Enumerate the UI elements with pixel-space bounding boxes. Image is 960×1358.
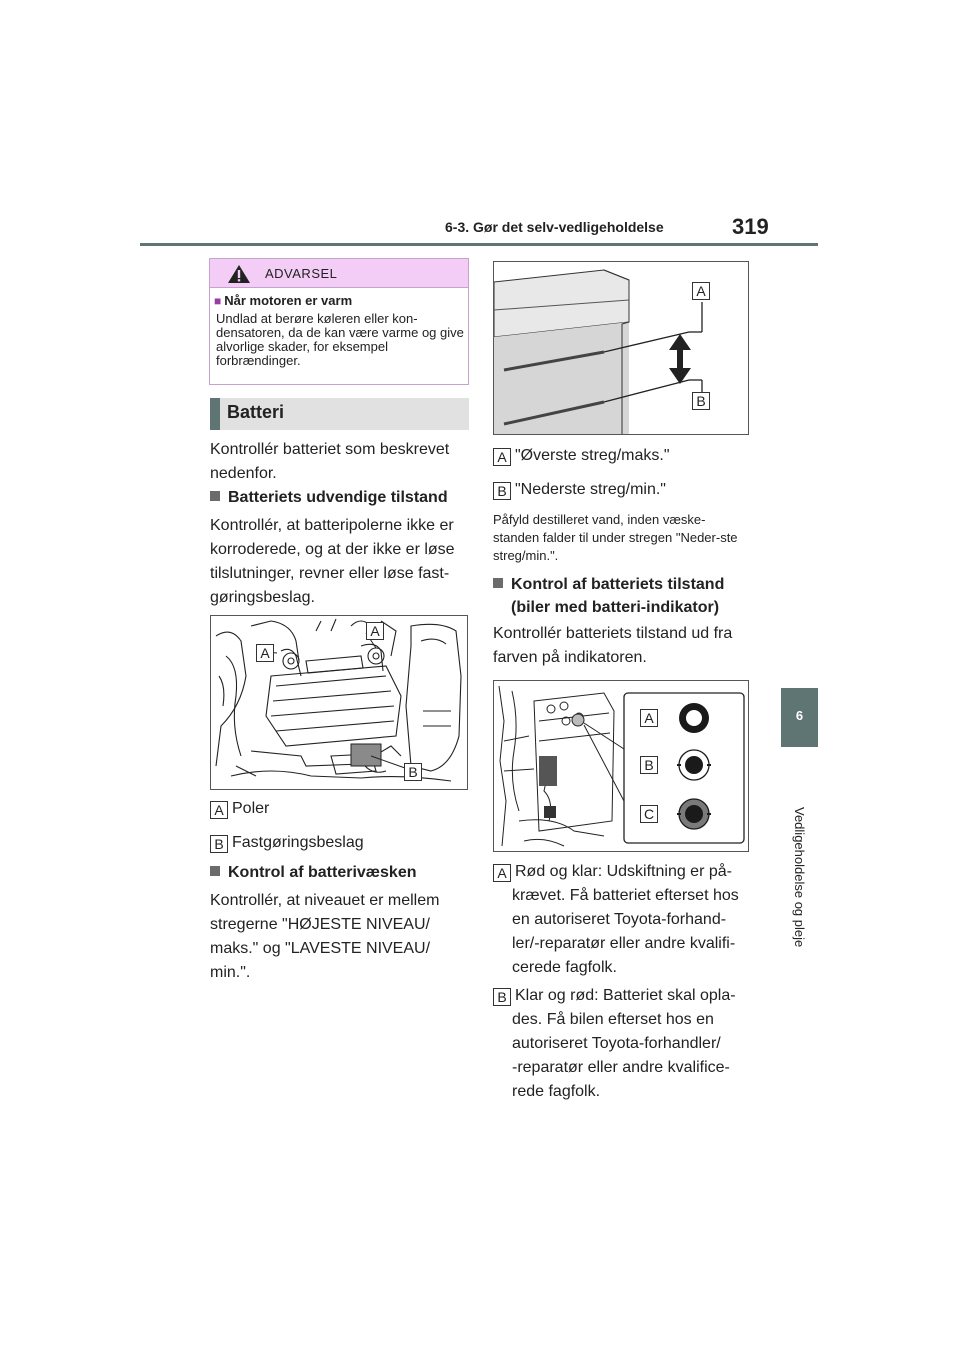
bullet-heading-text: Kontrol af batterivæsken — [228, 864, 417, 881]
fluid-text: Kontrollér, at niveauet er mellem stregerne "HØJESTE NIVEAU/ maks." og "LAVESTE NIVEAU/ min.". — [210, 892, 440, 981]
warning-title: ADVARSEL — [265, 266, 338, 281]
desc-line: rede fagfolk. — [512, 1083, 601, 1100]
item-max-text: "Øverste streg/maks." — [515, 447, 670, 464]
chapter-title: Vedligeholdelse og pleje — [792, 806, 807, 948]
label-a: A — [493, 448, 511, 466]
item-brackets-text: Fastgøringsbeslag — [232, 834, 364, 851]
item-max-line — [493, 444, 753, 468]
callout-label-a: A — [366, 622, 384, 640]
refill-note: Påfyld destilleret vand, inden væske-standen falder til under stregen "Neder-ste streg/min.". — [493, 512, 738, 563]
square-bullet-icon — [493, 578, 503, 588]
warning-subtitle — [214, 293, 352, 308]
indicator-illustration — [494, 681, 749, 852]
item-poles — [210, 797, 470, 821]
callout-label-a: A — [692, 282, 710, 300]
desc-line: krævet. Få batteriet efterset hos — [512, 887, 739, 904]
bullet-heading-text-2: (biler med batteri-indikator) — [511, 599, 720, 616]
warning-triangle-icon — [227, 264, 251, 284]
battery-level-illustration — [494, 262, 749, 435]
warning-body: Undlad at berøre køleren eller kon-densatoren, da de kan være varme og give alvorlige skader, for eksempel forbrændinger. — [216, 311, 464, 368]
desc-line: en autoriseret Toyota-forhand- — [512, 911, 727, 928]
exterior-text: Kontrollér, at batteripolerne ikke er korroderede, og at der ikke er løse tilslutninger, revner eller løse fast-gøringsbeslag. — [210, 517, 455, 606]
desc-line: Rød og klar: Udskiftning er på- — [515, 863, 732, 880]
item-min-line — [493, 478, 753, 502]
desc-line: ler/-reparatør eller andre kvalifi- — [512, 935, 736, 952]
label-a: A — [493, 864, 511, 882]
item-brackets — [210, 831, 470, 855]
callout-label-b: B — [692, 392, 710, 410]
battery-terminals-figure — [210, 615, 468, 790]
desc-line: des. Få bilen efterset hos en — [512, 1011, 714, 1028]
label-a: A — [210, 801, 228, 819]
bullet-heading-exterior — [210, 487, 475, 509]
chapter-tab: 6 — [781, 688, 818, 747]
page-number: 319 — [732, 214, 769, 239]
desc-line: cerede fagfolk. — [512, 959, 617, 976]
square-bullet-icon: ■ — [214, 294, 222, 308]
indicator-b-description — [493, 984, 753, 1104]
bullet-heading-text: Batteriets udvendige tilstand — [228, 489, 448, 506]
indicator-text: Kontrollér batteriets tilstand ud fra farven på indikatoren. — [493, 625, 733, 666]
square-bullet-icon — [210, 866, 220, 876]
warning-box — [209, 258, 469, 385]
bullet-heading-text: Kontrol af batteriets tilstand — [511, 576, 725, 593]
indicator-label-b: B — [640, 756, 658, 774]
indicator-a-description — [493, 860, 753, 980]
section-heading: Batteri — [210, 398, 469, 430]
label-b: B — [493, 988, 511, 1006]
battery-indicator-figure — [493, 680, 749, 852]
intro-text: Kontrollér batteriet som beskrevet nedenfor. — [210, 441, 450, 482]
item-min-text: "Nederste streg/min." — [515, 481, 666, 498]
label-b: B — [493, 482, 511, 500]
section-title: 6-3. Gør det selv-vedligeholdelse — [445, 219, 664, 235]
square-bullet-icon — [210, 491, 220, 501]
callout-label-b: B — [404, 763, 422, 781]
bullet-heading-indicator — [493, 574, 763, 619]
desc-line: -reparatør eller andre kvalifice- — [512, 1059, 730, 1076]
indicator-label-c: C — [640, 805, 658, 823]
header-rule — [140, 243, 818, 246]
label-b: B — [210, 835, 228, 853]
item-poles-text: Poler — [232, 800, 270, 817]
warning-header — [210, 259, 468, 288]
indicator-label-a: A — [640, 709, 658, 727]
engine-bay-illustration — [211, 616, 468, 790]
callout-label-a: A — [256, 644, 274, 662]
desc-line: Klar og rød: Batteriet skal opla- — [515, 987, 736, 1004]
warning-subtitle-text: Når motoren er varm — [224, 293, 353, 308]
bullet-heading-fluid — [210, 862, 475, 884]
desc-line: autoriseret Toyota-forhandler/ — [512, 1035, 721, 1052]
fluid-level-figure — [493, 261, 749, 435]
